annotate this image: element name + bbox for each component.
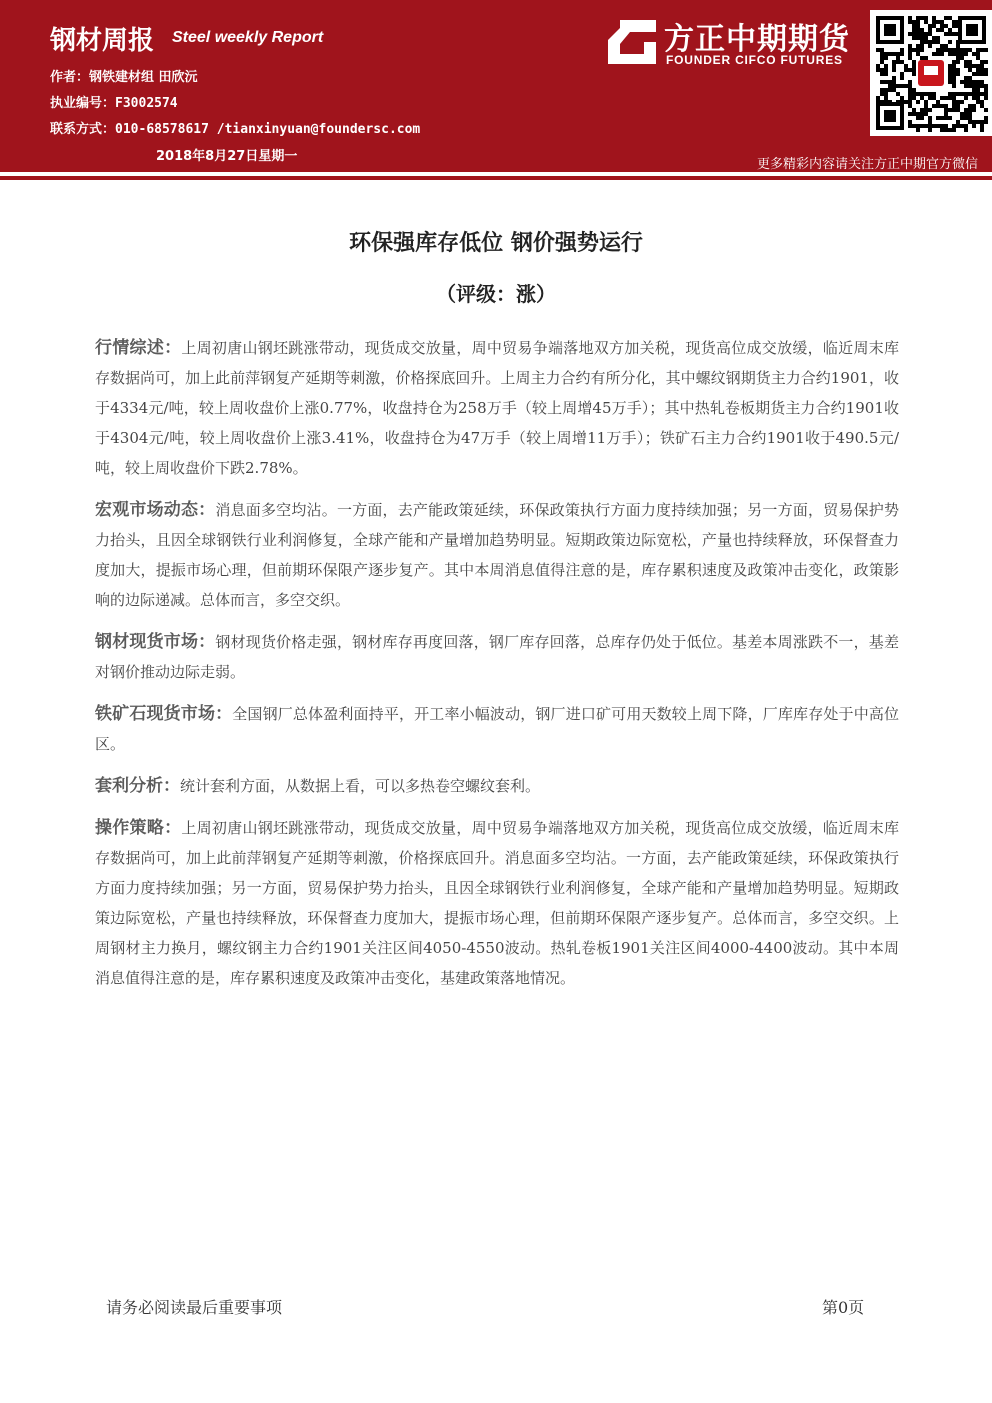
rating: （评级：涨）	[436, 282, 556, 306]
page-number: 第0页	[822, 1298, 865, 1317]
section-strategy	[95, 813, 899, 993]
company-name-en: FOUNDER CIFCO FUTURES	[666, 53, 843, 67]
contact-line	[50, 118, 420, 137]
wechat-follow-note: 更多精彩内容请关注方正中期官方微信	[756, 157, 978, 172]
footer-notice: 请务必阅读最后重要事项	[106, 1298, 283, 1317]
section-text: 上周初唐山钢坯跳涨带动，现货成交放量，周中贸易争端落地双方加关税，现货高位成交放缓，临近周末库存数据尚可，加上此前萍钢复产延期等刺激，价格探底回升。消息面多空均沾。一方面，去产能政策延续，环保政策执行方面力度持续加强；另一方面，贸易保护势力抬头，且因全球钢铁行业利润修复，全球产能和产量增加趋势明显。短期政策边际宽松，产量也持续释放，环保督查力度加大，提振市场心理，但前期环保限产逐步复产。总体而言，多空交织。上周钢材主力换月，螺纹钢主力合约1901关注区间4050-4550波动。热轧卷板1901关注区间4000-4400波动。其中本周消息值得注意的是，库存累积速度及政策冲击变化，基建政策落地情况。	[95, 819, 899, 987]
founder-logo-icon	[606, 18, 658, 66]
header-divider	[0, 176, 992, 180]
report-title-en: Steel weekly Report	[172, 29, 324, 46]
section-label: 行情综述：	[95, 338, 182, 358]
contact-value: 010-68578617 /tianxinyuan@foundersc.com	[115, 122, 421, 137]
section-label: 钢材现货市场：	[95, 632, 216, 652]
author-line	[50, 66, 198, 85]
report-title-cn: 钢材周报	[50, 26, 155, 56]
section-steel-spot	[95, 627, 899, 687]
document-title: 环保强库存低位 钢价强势运行	[349, 231, 643, 256]
section-macro	[95, 495, 899, 615]
section-market-summary	[95, 333, 899, 483]
section-label: 操作策略：	[95, 818, 182, 838]
author-label: 作者：	[50, 70, 90, 85]
section-text: 统计套利方面，从数据上看，可以多热卷空螺纹套利。	[180, 777, 541, 795]
license-label: 执业编号：	[50, 96, 116, 111]
section-label: 宏观市场动态：	[95, 500, 216, 520]
report-date: 2018年8月27日星期一	[156, 149, 298, 164]
contact-label: 联系方式：	[50, 122, 116, 137]
report-body	[95, 333, 899, 1005]
license-line	[50, 92, 178, 111]
wechat-qr-code	[870, 10, 992, 136]
section-text: 消息面多空均沾。一方面，去产能政策延续，环保政策执行方面力度持续加强；另一方面，贸易保护势力抬头，且因全球钢铁行业利润修复，全球产能和产量增加趋势明显。短期政策边际宽松，产量也持续释放，环保督查力度加大，提振市场心理，但前期环保限产逐步复产。其中本周消息值得注意的是，库存累积速度及政策冲击变化，政策影响的边际递减。总体而言，多空交织。	[95, 501, 899, 609]
section-label: 铁矿石现货市场：	[95, 704, 233, 724]
author-value: 钢铁建材组 田欣沅	[89, 70, 198, 85]
section-text: 钢材现货价格走强，钢材库存再度回落，钢厂库存回落，总库存仍处于低位。基差本周涨跌不一，基差对钢价推动边际走弱。	[95, 633, 899, 681]
license-value: F3002574	[115, 96, 178, 111]
section-iron-ore-spot	[95, 699, 899, 759]
section-label: 套利分析：	[95, 776, 180, 796]
section-text: 全国钢厂总体盈利面持平，开工率小幅波动，钢厂进口矿可用天数较上周下降，厂库库存处于中高位区。	[95, 705, 900, 753]
company-name-cn: 方正中期期货	[664, 22, 850, 57]
section-text: 上周初唐山钢坯跳涨带动，现货成交放量，周中贸易争端落地双方加关税，现货高位成交放缓，临近周末库存数据尚可，加上此前萍钢复产延期等刺激，价格探底回升。上周主力合约有所分化，其中螺纹钢期货主力合约1901，收于4334元/吨，较上周收盘价上涨0.77%，收盘持仓为258万手（较上周增45万手）；其中热轧卷板期货主力合约1901收于4304元/吨，较上周收盘价上涨3.41%，收盘持仓为47万手（较上周增11万手）；铁矿石主力合约1901收于490.5元/吨，较上周收盘价下跌2.78%。	[95, 339, 899, 477]
section-arbitrage	[95, 771, 899, 801]
